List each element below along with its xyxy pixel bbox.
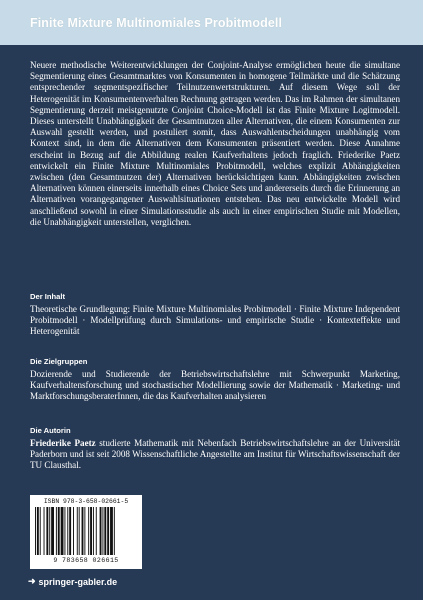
barcode-box bbox=[30, 495, 142, 569]
author-bio: studierte Mathematik mit Nebenfach Betriebswirtschaftslehre an der Universität Paderborn und ist seit 2008 Wissenschaftliche Angestellte am Institut für Wirtschaftswissenschaft der TU Clausthal. bbox=[30, 438, 400, 471]
publisher-url: springer-gabler.de bbox=[38, 576, 118, 587]
section-heading: Die Zielgruppen bbox=[30, 357, 88, 366]
section-autorin bbox=[30, 426, 400, 472]
section-zielgruppen bbox=[30, 357, 400, 403]
book-title: Finite Mixture Multinomiales Probitmodell bbox=[30, 16, 283, 30]
publisher-logo[interactable] bbox=[28, 576, 117, 587]
section-heading: Die Autorin bbox=[30, 426, 71, 435]
blurb-paragraph: Neuere methodische Weiterentwicklungen der Conjoint-Analyse ermöglichen heute die simultane Segmentierung eines Gesamtmarktes von Konsumenten in homogene Teilmärkte und die Schätzung entsprechender segmentspezifischer Teilnutzenwertstrukturen. Auf diesem Wege soll der Heterogenität im Konsumentenverhalten Rechnung getragen werden. Das im Rahmen der simultanen Segmentierung derzeit meistgenutzte Conjoint Choice-Modell ist das Finite Mixture Logitmodell. Dieses unterstellt Unabhängigkeit der Gesamtnutzen aller Alternativen, die einem Konsumenten zur Auswahl gestellt werden, und postuliert somit, dass Auswahlentscheidungen unabhängig vom Kontext sind, in dem die Alternativen dem Konsumenten präsentiert werden. Diese Annahme erscheint in Bezug auf die Abbildung realen Kaufverhaltens jedoch fraglich. Friederike Paetz entwickelt ein Finite Mixture Multinomiales Probitmodell, welches explizit Abhängigkeiten zwischen (den Gesamtnutzen der) Alternativen berücksichtigen kann. Abhängigkeiten zwischen Alternativen können einerseits innerhalb eines Choice Sets und andererseits durch die Erinnerung an Alternativen vorangegangener Auswahlsituationen entstehen. Das neu entwickelte Modell wird anschließend sowohl in einer Simulationsstudie als auch in einer empirischen Studie mit Modellen, die Unabhängigkeit unterstellen, verglichen. bbox=[30, 60, 400, 227]
barcode-digits: 9 783658 026615 bbox=[53, 557, 119, 564]
section-body bbox=[30, 438, 400, 472]
section-inhalt bbox=[30, 292, 400, 338]
isbn-label: ISBN 978-3-658-02661-5 bbox=[43, 498, 129, 505]
arrow-right-icon: ➜ bbox=[28, 576, 36, 586]
section-body: Dozierende und Studierende der Betriebswirtschaftslehre mit Schwerpunkt Marketing, Kaufverhaltensforschung und stochastischer Modellierung sowie der Mathematik · Marketing- und MarktforschungsberaterInnen, die das Kaufverhalten analysieren bbox=[30, 369, 400, 402]
section-body: Theoretische Grundlegung: Finite Mixture Multinomiales Probitmodell · Finite Mixture Independent Probitmodell · Modellprüfung durch Simulations- und empirische Studie · Kontexteffekte und Heterogenität bbox=[30, 304, 400, 337]
barcode-icon bbox=[35, 507, 137, 555]
section-heading: Der Inhalt bbox=[30, 292, 66, 301]
author-name: Friederike Paetz bbox=[30, 438, 96, 448]
